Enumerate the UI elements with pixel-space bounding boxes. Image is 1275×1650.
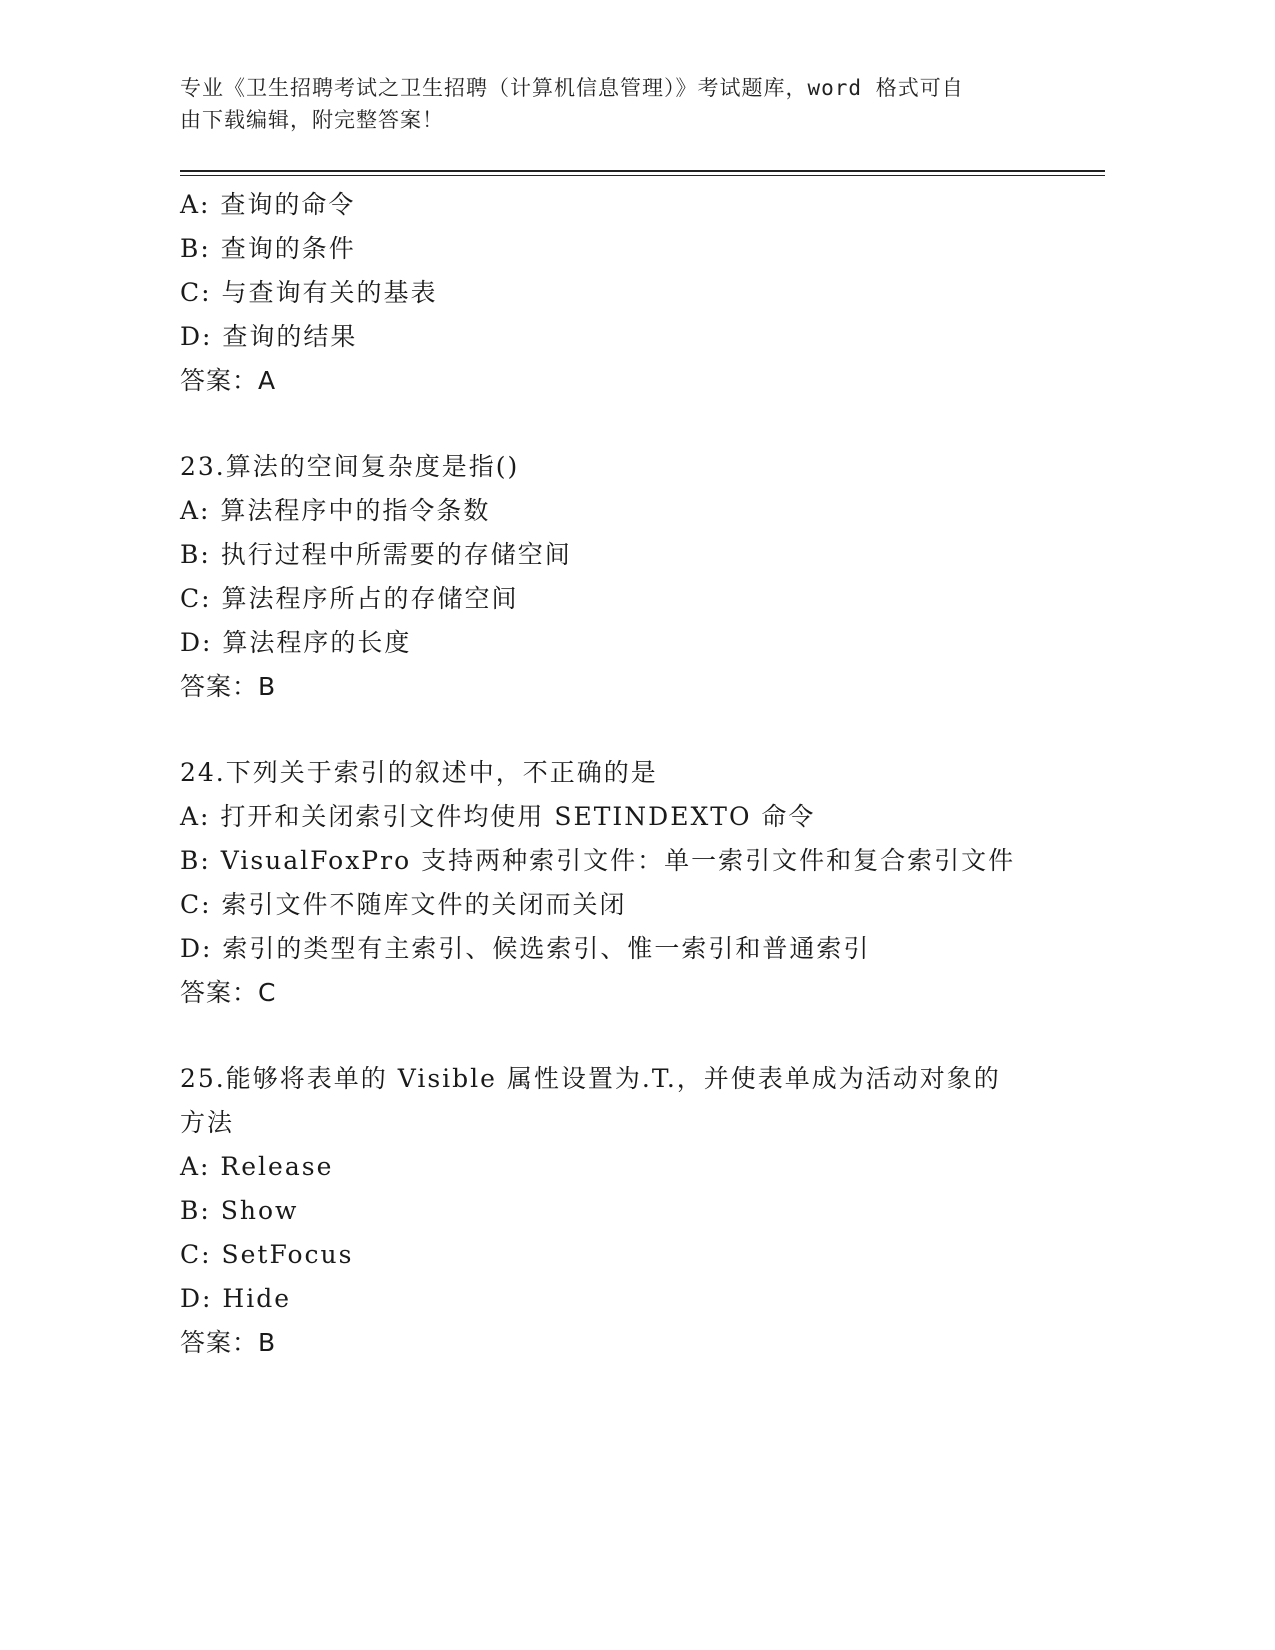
document-header	[180, 72, 1040, 136]
option-d: D: Hide	[180, 1284, 292, 1313]
option-b: B: VisualFoxPro 支持两种索引文件：单一索引文件和复合索引文件	[180, 846, 1016, 875]
option-c: C: SetFocus	[180, 1240, 354, 1269]
option-b: B: Show	[180, 1196, 299, 1225]
header-line-1: 专业《卫生招聘考试之卫生招聘（计算机信息管理）》考试题库，word 格式可自	[180, 76, 964, 100]
answer-line: 答案：B	[180, 672, 277, 701]
option-c: C: 索引文件不随库文件的关闭而关闭	[180, 890, 627, 919]
question-title: 23.算法的空间复杂度是指()	[180, 452, 520, 481]
option-d: D: 查询的结果	[180, 322, 358, 351]
option-a: A: 算法程序中的指令条数	[180, 496, 491, 525]
option-b: B: 查询的条件	[180, 234, 356, 263]
header-divider-thin	[180, 175, 1105, 176]
question-22-options	[180, 183, 1105, 403]
question-spacer	[180, 1015, 1105, 1057]
question-23	[180, 445, 1105, 709]
answer-line: 答案：A	[180, 366, 277, 395]
option-a: A: 查询的命令	[180, 190, 356, 219]
option-d: D: 索引的类型有主索引、候选索引、惟一索引和普通索引	[180, 934, 871, 963]
question-list	[180, 183, 1105, 1365]
answer-line: 答案：C	[180, 978, 277, 1007]
option-d: D: 算法程序的长度	[180, 628, 412, 657]
question-25	[180, 1057, 1105, 1365]
question-spacer	[180, 709, 1105, 751]
answer-line: 答案：B	[180, 1328, 277, 1357]
question-24	[180, 751, 1105, 1015]
option-c: C: 算法程序所占的存储空间	[180, 584, 519, 613]
option-a: A: Release	[180, 1152, 334, 1181]
option-c: C: 与查询有关的基表	[180, 278, 438, 307]
question-title: 24.下列关于索引的叙述中，不正确的是	[180, 758, 658, 787]
header-line-2: 由下载编辑，附完整答案！	[180, 108, 444, 132]
question-spacer	[180, 403, 1105, 445]
question-title-line-1: 25.能够将表单的 Visible 属性设置为.T.，并使表单成为活动对象的	[180, 1064, 1001, 1093]
option-a: A: 打开和关闭索引文件均使用 SETINDEXTO 命令	[180, 802, 816, 831]
option-b: B: 执行过程中所需要的存储空间	[180, 540, 572, 569]
question-title-line-2: 方法	[180, 1108, 235, 1137]
header-divider-thick	[180, 170, 1105, 172]
